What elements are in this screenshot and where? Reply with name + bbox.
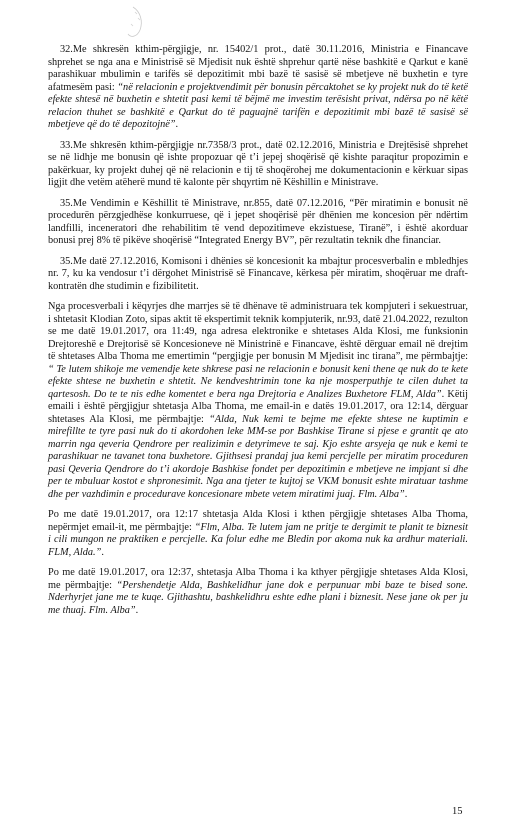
handwritten-mark bbox=[113, 4, 153, 42]
paragraph-33: 33.Me shkresën kthim-përgjigje nr.7358/3 prot., datë 02.12.2016, Ministria e Drejtësisë shprehet se në lidhje me bonusin që ishte propozuar që t’i jepej shoqërisë që kishte paraqitur propozimin e pakërkuar, ky projekt duhej që në relacionin e tij të shoqërohej me dokumentacionin e kërkuar sipas ligjit dhe vetëm atëherë mund të kalonte për shqyrtim në Këshillin e Ministrave. bbox=[48, 139, 468, 188]
document-page bbox=[48, 44, 468, 625]
paragraph-email-1237: Po me datë 19.01.2017, ora 12:37, shtetasja Alba Thoma i ka kthyer përgjigje shtetases Alda Klosi, me përmbajtje: “Pershendetje Alda, Bashkelidhur jane dok e perpunuar mbi baze te bised sone. Nderhyrjet jane me te kuqe. Gjithashtu, bashkelidhru eshte edhe plani i biznesit. Nese jane ok per ju me thuaj. Flm. Alba”. bbox=[48, 567, 468, 616]
paragraph-computer-examination: Nga procesverbali i këqyrjes dhe marrjes së të dhënave të administruara tek kompjuteri i sekuestruar, i shtetasit Klodian Zoto, sipas aktit të ekspertimit teknik kompjuterik, nr.93, datë 21.04.2022, rezulton se me datë 19.01.2017, ora 11:49, nga adresa elektronike e shtetases Alda Klosi, me funksionin Drejtoreshë e Drejtorisë së Koncesioneve në Ministrinë e Financave, është dërguar email në drejtim të shtetases Alba Thoma me emertimin “pergjigje per bonusin M Mjedisit inc tirana”, me përmbajtje: “ Te lutem shikoje me vemendje kete shkrese pasi ne relacionin e bonusit keni thene qe nuk do te kete efekte shtese ne buxhetin e shtetit. Ne kendveshtrimin tone ka nje mosperputhje te cilen duhet ta qartesosh. Do te te nis edhe komentet e bera nga Drejtoria e Analizes Buxhetore FLM, Alda”. Këtij emaili i është përgjigjur shtetasja Alba Thoma, me email-in e datës 19.01.2017, ora 12:14, dërguar shtetases Ala Klosi, me përmbajtje: “Alda, Nuk kemi te bejme me efekte shtese ne kuptimin e mirefillte te tyre pasi nuk do ti akordohen leke MM-se por Bashkise Tirane si pjese e grantit qe ato marrin nga qeveria Qendrore per realizimin e detyrimeve te saj. Kjo eshte arsyeja qe nuk e kemi te parashikuar ne tavanet tona buxhetore. Gjithsesi prandaj jua kemi percjelle per miratim proceduren pasi Qeveria Qendrore do t’i akordoje Bashkise fondet per depozitimin e mbetjeve ne impjant si dhe per te mbuluar kostot e shpronesimit. Nga ana tjeter te kujtoj se VKM bonusit eshte miratuar tashme dhe per vazhdimin e procedurave koncesionare mbete vetem miratimi juaj. Flm. Alba”. bbox=[48, 301, 468, 500]
paragraph-35-decision: 35.Me Vendimin e Këshillit të Ministrave, nr.855, datë 07.12.2016, “Për miratimin e bonusit në procedurën përzgjedhëse konkurruese, që i jepet shoqërisë për dhënien me koncesion për ndërtim landfilli, inceneratori dhe rehabilitim të vend depozitimeve ekzistuese, Tiranë”, i është akorduar bonusi prej 8% të pikëve shoqërisë “Integrated Energy BV”, për rezultatin teknik dhe financiar. bbox=[48, 197, 468, 246]
paragraph-35-commission: 35.Me datë 27.12.2016, Komisoni i dhënies së koncesionit ka mbajtur procesverbalin e mbledhjes nr. 7, ku ka vendosur t’i dërgohet Ministrisë së Financave, kërkesa për miratim, shoqëruar me draft-kontratën dhe studimin e fizibilitetit. bbox=[48, 255, 468, 292]
page-number: 15 bbox=[452, 806, 463, 817]
paragraph-32: 32.Me shkresën kthim-përgjigje, nr. 15402/1 prot., datë 30.11.2016, Ministria e Financave shprehet se nga ana e Ministrisë së Mjedisit nuk është shprehur qartë nëse bashkitë e Qarkut e kanë parashikuar mbulimin e tarifës së depozitimit mbi bazë të sasisë së mbetjeve në buxhetin e tyre afatmesëm pasi: “në relacionin e projektvendimit për bonusin përcaktohet se ky projekt nuk do të ketë efekte shtesë në buxhetin e shtetit pasi kemi të bëjmë me investim terësisht privat, ndërsa po në këtë relacion thuhet se bashkitë e Qarkut do të paguajnë tarifën e depozitimit mbi bazë të sasisë së mbetjeve që do të depozitojnë”. bbox=[48, 44, 469, 130]
paragraph-email-1217: Po me datë 19.01.2017, ora 12:17 shtetasja Alda Klosi i kthen përgjigje shtetases Alba Thoma, nepërmjet email-it, me përmbajtje: “Flm, Alba. Te lutem jam ne pritje te dergimit te planit te biznesit i cili mungon ne praktiken e percjelle. Ka folur edhe me Bledin por akoma nuk ka ardhur materiali. FLM, Alda.”. bbox=[48, 509, 469, 558]
